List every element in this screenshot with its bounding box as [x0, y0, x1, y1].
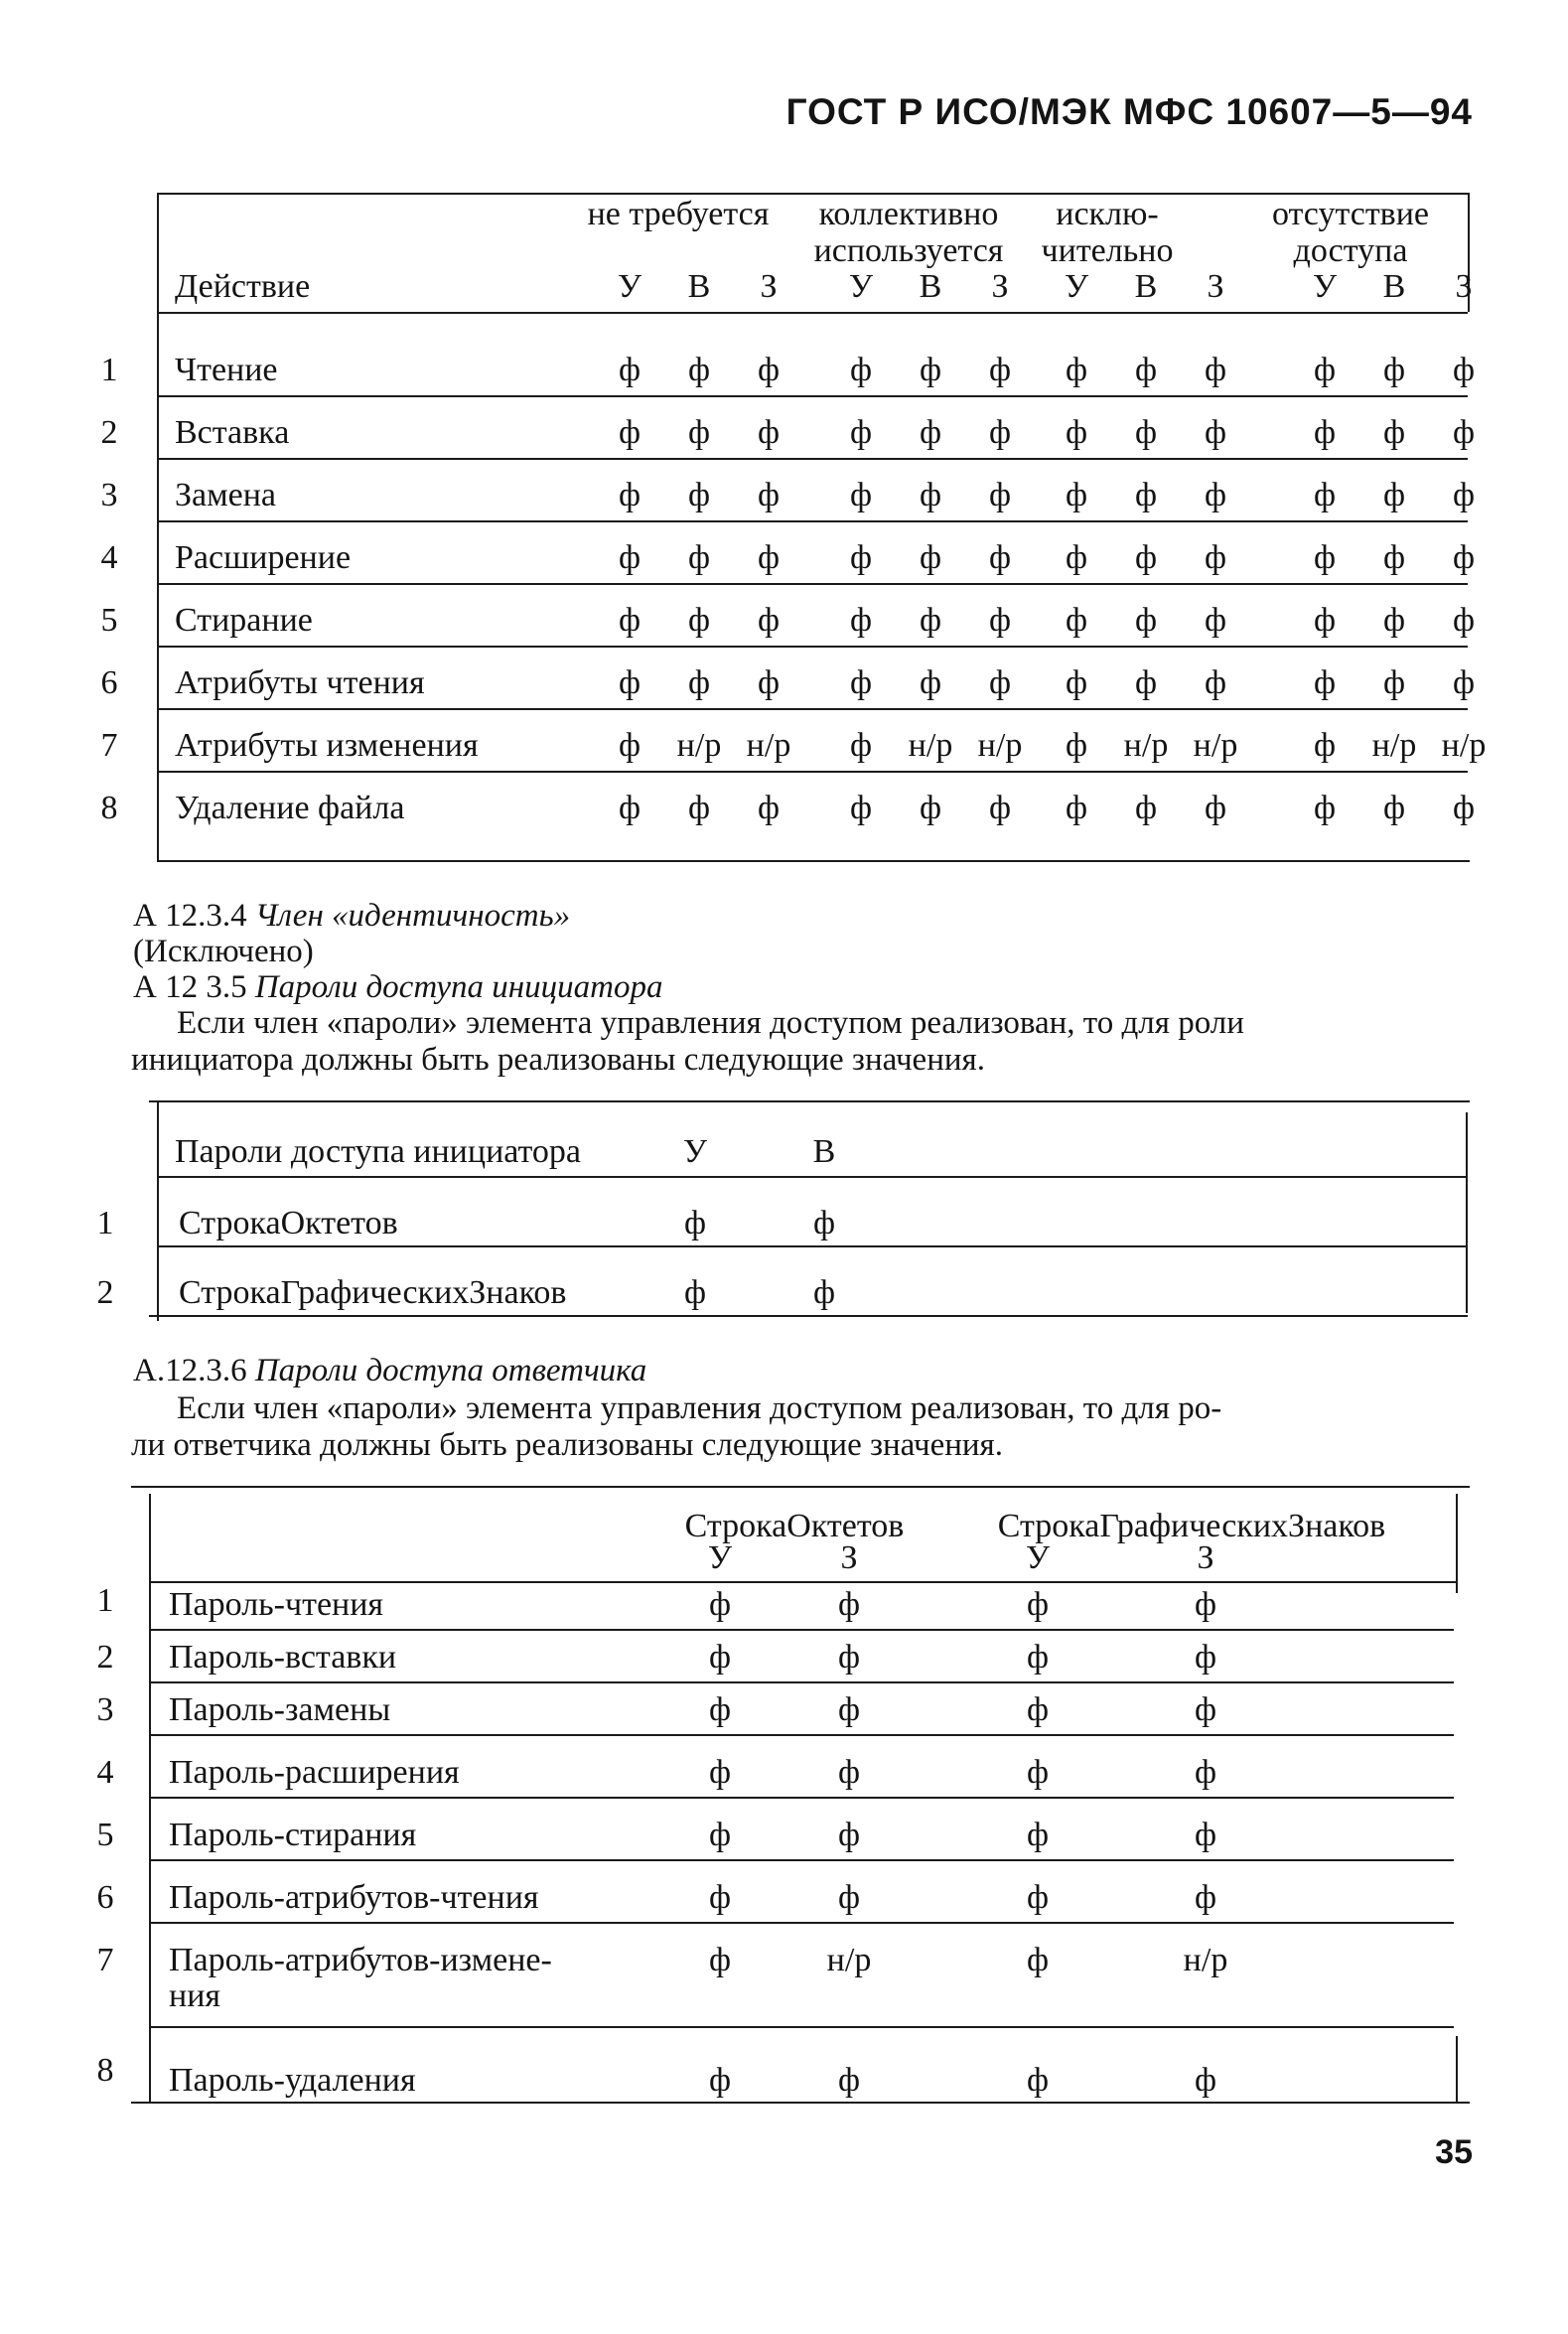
table1-row-label: Стирание [175, 602, 313, 639]
table1-cell: ф [687, 664, 711, 701]
table3-cell: ф [708, 1754, 732, 1791]
table2-row-rule [159, 1245, 1466, 1247]
table1-cell: ф [919, 664, 942, 701]
table1-cell: ф [1065, 477, 1088, 513]
table2-cell: ф [683, 1205, 707, 1241]
table3-cell: ф [708, 1691, 732, 1728]
table2-cell: ф [683, 1274, 707, 1311]
section-title: Пароли доступа ответчика [254, 1353, 647, 1388]
table3-cell: ф [708, 1639, 732, 1676]
table1-cell: ф [757, 352, 781, 388]
table3-row-label: Пароль-замены [169, 1691, 391, 1728]
table1-cell: ф [1313, 790, 1337, 826]
row-number: 2 [100, 414, 118, 451]
table1-cell: ф [1313, 727, 1337, 764]
table1-cell: ф [1065, 352, 1088, 388]
table3-cell: ф [837, 1639, 861, 1676]
table1-cell: ф [1065, 664, 1088, 701]
table1-group-header: чительно [1041, 232, 1174, 269]
table1-row-rule [159, 708, 1468, 710]
row-number: 8 [100, 790, 118, 826]
row-number: 1 [96, 1205, 114, 1241]
section-12-3-6-text-line1: Если член «пароли» элемента управления доступом реализован, то для ро- [177, 1390, 1222, 1426]
table3-row-rule [151, 1734, 1454, 1736]
table1-cell: ф [757, 790, 781, 826]
table1-row-label: Расширение [175, 539, 352, 576]
table1-cell: ф [1134, 414, 1158, 451]
table2-cell: ф [812, 1274, 836, 1311]
table1-group-header: доступа [1293, 232, 1408, 269]
table3-right-rule [1456, 2036, 1458, 2104]
table3-cell: ф [708, 1879, 732, 1916]
table1-cell: ф [1452, 602, 1476, 639]
table3-cell: ф [837, 1586, 861, 1623]
table1-cell: ф [687, 477, 711, 513]
table2-header-rule [159, 1176, 1466, 1178]
table1-cell: ф [1382, 664, 1406, 701]
table1-subheader: З [1455, 268, 1473, 305]
table1-cell: ф [1065, 602, 1088, 639]
table1-cell: ф [757, 602, 781, 639]
table3-row-label: Пароль-атрибутов-измене- [169, 1942, 552, 1978]
table3-cell: ф [1194, 1879, 1217, 1916]
table3-bottom-rule [131, 2102, 1470, 2104]
table1-cell: ф [849, 414, 873, 451]
row-number: 2 [96, 1274, 114, 1311]
table1-cell: ф [1313, 414, 1337, 451]
table3-cell: ф [1026, 1639, 1050, 1676]
table1-cell: ф [1204, 602, 1227, 639]
table1-cell: ф [919, 602, 942, 639]
table3-row-label: Пароль-стирания [169, 1817, 417, 1853]
table1-cell: ф [988, 664, 1012, 701]
table2-cell: ф [812, 1205, 836, 1241]
table2-row-label: СтрокаОктетов [179, 1205, 398, 1241]
table3-cell: ф [708, 1817, 732, 1853]
table3-header-rule [151, 1581, 1456, 1583]
table1-row-label: Атрибуты чтения [175, 664, 425, 701]
section-number: А 12 3.5 [133, 969, 247, 1005]
table1-cell: ф [1134, 539, 1158, 576]
section-12-3-4-heading [133, 898, 570, 934]
table1-row-rule [159, 646, 1468, 648]
table1-cell: ф [757, 539, 781, 576]
table1-cell: ф [1382, 352, 1406, 388]
section-12-3-5-text-line2: инициатора должны быть реализованы следующие значения. [131, 1042, 985, 1078]
table1-cell: ф [1452, 539, 1476, 576]
table1-cell: ф [1204, 790, 1227, 826]
table1-cell: н/р [1123, 727, 1169, 764]
table1-cell: ф [618, 477, 641, 513]
table1-cell: ф [919, 539, 942, 576]
row-number: 2 [96, 1639, 114, 1676]
table1-cell: ф [618, 727, 641, 764]
table1-cell: ф [1204, 352, 1227, 388]
table3-cell: ф [1026, 1586, 1050, 1623]
table3-row-label: Пароль-удаления [169, 2062, 416, 2099]
section-title: Член «идентичность» [254, 898, 571, 934]
table1-subheader: З [760, 268, 778, 305]
table3-cell: ф [837, 2062, 861, 2099]
table3-row-label: Пароль-вставки [169, 1639, 397, 1676]
table1-action-header: Действие [175, 268, 311, 305]
table1-row-label: Замена [175, 477, 277, 513]
table1-left-rule [157, 193, 159, 862]
row-number: 1 [100, 352, 118, 388]
table1-cell: ф [988, 539, 1012, 576]
table1-cell: н/р [676, 727, 722, 764]
row-number: 6 [96, 1879, 114, 1916]
section-12-3-6-text-line2: ли ответчика должны быть реализованы следующие значения. [131, 1427, 1003, 1463]
table1-row-label: Чтение [175, 352, 278, 388]
table3-cell: ф [1194, 1691, 1217, 1728]
table1-cell: ф [919, 414, 942, 451]
table3-row-rule [151, 2026, 1454, 2028]
table3-cell: ф [837, 1691, 861, 1728]
table3-cell: ф [1026, 1879, 1050, 1916]
table1-cell: ф [687, 414, 711, 451]
table3-row-label: Пароль-расширения [169, 1754, 460, 1791]
row-number: 8 [96, 2052, 114, 2089]
table1-cell: ф [1452, 477, 1476, 513]
table1-subheader: В [1134, 268, 1158, 305]
table3-row-rule [151, 1797, 1454, 1799]
table1-cell: ф [1452, 790, 1476, 826]
row-number: 7 [100, 727, 118, 764]
table1-subheader: В [1382, 268, 1406, 305]
table2-header-col: В [812, 1133, 836, 1170]
table1-cell: ф [1065, 414, 1088, 451]
table1-cell: ф [687, 352, 711, 388]
table1-cell: ф [618, 664, 641, 701]
section-12-3-6-heading [133, 1353, 646, 1388]
table1-cell: ф [1313, 602, 1337, 639]
row-number: 3 [100, 477, 118, 513]
table1-subheader: У [617, 268, 642, 305]
section-number: А 12.3.4 [133, 898, 247, 934]
table1-row-label: Удаление файла [175, 790, 405, 826]
table3-cell: ф [1026, 2062, 1050, 2099]
row-number: 4 [96, 1754, 114, 1791]
table3-subheader: У [707, 1539, 733, 1576]
table1-bottom-rule [157, 860, 1470, 862]
table3-cell: н/р [826, 1942, 872, 1978]
table1-cell: ф [988, 352, 1012, 388]
page-number: 35 [1435, 2133, 1473, 2171]
table3-subheader: З [1197, 1539, 1214, 1576]
table3-cell: ф [708, 1942, 732, 1978]
row-number: 7 [96, 1942, 114, 1978]
row-number: 3 [96, 1691, 114, 1728]
page-header: ГОСТ Р ИСО/МЭК МФС 10607—5—94 [785, 91, 1473, 132]
table3-cell: ф [1026, 1691, 1050, 1728]
table1-subheader: В [687, 268, 711, 305]
table3-cell: ф [1194, 1586, 1217, 1623]
table3-row-rule [151, 1922, 1454, 1924]
table1-cell: ф [988, 414, 1012, 451]
table3-row-label: Пароль-атрибутов-чтения [169, 1879, 539, 1916]
table1-cell: ф [1313, 352, 1337, 388]
row-number: 5 [100, 602, 118, 639]
table3-cell: ф [837, 1817, 861, 1853]
table1-cell: ф [1452, 352, 1476, 388]
section-title: Пароли доступа инициатора [254, 969, 663, 1005]
table3-cell: ф [1026, 1754, 1050, 1791]
table3-right-rule [1456, 1494, 1458, 1593]
table1-header-rule [159, 312, 1468, 314]
table3-cell: ф [837, 1879, 861, 1916]
table1-cell: н/р [1371, 727, 1417, 764]
table1-group-header: коллективно [818, 196, 999, 232]
table3-group-header: СтрокаГрафическихЗнаков [997, 1508, 1386, 1544]
table3-cell: н/р [1183, 1942, 1228, 1978]
table1-cell: ф [687, 790, 711, 826]
table1-cell: ф [988, 602, 1012, 639]
table1-cell: ф [1313, 539, 1337, 576]
table1-cell: ф [1204, 477, 1227, 513]
table2-header-col: У [682, 1133, 708, 1170]
table1-cell: н/р [1193, 727, 1238, 764]
table1-cell: ф [849, 602, 873, 639]
table1-cell: ф [687, 539, 711, 576]
table1-cell: ф [1134, 477, 1158, 513]
table1-row-rule [159, 395, 1468, 397]
table1-cell: ф [757, 414, 781, 451]
table1-cell: ф [919, 790, 942, 826]
table1-cell: н/р [977, 727, 1023, 764]
table1-subheader: У [1064, 268, 1089, 305]
table1-row-rule [159, 458, 1468, 460]
table1-cell: ф [1204, 414, 1227, 451]
table1-subheader: У [848, 268, 874, 305]
row-number: 6 [100, 664, 118, 701]
table2-row-label: СтрокаГрафическихЗнаков [179, 1274, 567, 1311]
table1-cell: ф [1382, 414, 1406, 451]
table3-cell: ф [1026, 1942, 1050, 1978]
table1-cell: ф [618, 790, 641, 826]
table1-top-rule [157, 193, 1468, 195]
table1-cell: ф [849, 664, 873, 701]
table2-header-label: Пароли доступа инициатора [175, 1133, 581, 1170]
table1-cell: н/р [1441, 727, 1487, 764]
table1-cell: ф [1065, 539, 1088, 576]
table3-cell: ф [837, 1754, 861, 1791]
table1-cell: ф [1134, 790, 1158, 826]
row-number: 5 [96, 1817, 114, 1853]
table3-row-label: Пароль-чтения [169, 1586, 384, 1623]
table3-row-rule [151, 1681, 1454, 1683]
table2-bottom-rule [149, 1315, 1468, 1317]
table1-row-rule [159, 583, 1468, 585]
table1-group-header: используется [813, 232, 1004, 269]
table1-cell: ф [1382, 539, 1406, 576]
table1-cell: ф [1204, 664, 1227, 701]
table1-cell: ф [849, 727, 873, 764]
table3-row-rule [151, 1859, 1454, 1861]
table1-subheader: У [1312, 268, 1338, 305]
table1-cell: ф [849, 790, 873, 826]
table1-cell: ф [1382, 790, 1406, 826]
table2-left-rule [157, 1100, 159, 1321]
table1-row-rule [159, 520, 1468, 522]
table1-cell: ф [849, 352, 873, 388]
table3-cell: ф [1194, 1817, 1217, 1853]
section-12-3-5-text-line1: Если член «пароли» элемента управления доступом реализован, то для роли [177, 1005, 1244, 1041]
table1-cell: ф [1134, 602, 1158, 639]
table1-cell: ф [1452, 414, 1476, 451]
table1-cell: ф [1065, 790, 1088, 826]
table1-subheader: З [1207, 268, 1224, 305]
table3-row-label-continued: ния [169, 1977, 221, 2014]
table1-cell: ф [1134, 352, 1158, 388]
table1-row-label: Вставка [175, 414, 290, 451]
table2-right-rule [1466, 1112, 1468, 1313]
table1-cell: ф [1313, 664, 1337, 701]
row-number: 1 [96, 1582, 114, 1619]
table1-cell: ф [1382, 602, 1406, 639]
table1-cell: ф [919, 352, 942, 388]
table1-subheader: В [919, 268, 942, 305]
table1-cell: ф [1134, 664, 1158, 701]
table1-cell: ф [1382, 477, 1406, 513]
table1-cell: ф [757, 664, 781, 701]
table3-cell: ф [1026, 1817, 1050, 1853]
table3-top-rule [131, 1486, 1470, 1488]
table2-top-rule [149, 1100, 1470, 1102]
table1-cell: н/р [908, 727, 953, 764]
table1-cell: ф [618, 539, 641, 576]
table3-group-header: СтрокаОктетов [684, 1508, 905, 1544]
table1-group-header: отсутствие [1271, 196, 1430, 232]
table1-cell: ф [687, 602, 711, 639]
table1-cell: ф [919, 477, 942, 513]
table3-subheader: З [840, 1539, 858, 1576]
table1-cell: ф [1452, 664, 1476, 701]
table1-cell: ф [757, 477, 781, 513]
section-12-3-5-heading [133, 969, 662, 1005]
table3-cell: ф [1194, 2062, 1217, 2099]
table1-cell: ф [1204, 539, 1227, 576]
table1-cell: ф [1313, 477, 1337, 513]
table3-cell: ф [708, 1586, 732, 1623]
table1-cell: ф [849, 477, 873, 513]
table1-cell: н/р [746, 727, 791, 764]
table1-cell: ф [1065, 727, 1088, 764]
table3-subheader: У [1025, 1539, 1051, 1576]
table1-group-header: исклю- [1056, 196, 1159, 232]
table1-subheader: З [991, 268, 1009, 305]
table3-cell: ф [1194, 1639, 1217, 1676]
section-number: А.12.3.6 [133, 1353, 247, 1388]
table1-row-label: Атрибуты изменения [175, 727, 479, 764]
table3-cell: ф [1194, 1754, 1217, 1791]
table1-cell: ф [988, 477, 1012, 513]
table1-group-header: не требуется [587, 196, 770, 232]
table1-cell: ф [618, 352, 641, 388]
table1-cell: ф [988, 790, 1012, 826]
table3-cell: ф [708, 2062, 732, 2099]
section-12-3-4-note: (Исключено) [133, 934, 314, 969]
table1-cell: ф [618, 602, 641, 639]
table1-cell: ф [618, 414, 641, 451]
table3-row-rule [151, 1629, 1454, 1631]
table1-row-rule [159, 771, 1468, 773]
row-number: 4 [100, 539, 118, 576]
table1-cell: ф [849, 539, 873, 576]
